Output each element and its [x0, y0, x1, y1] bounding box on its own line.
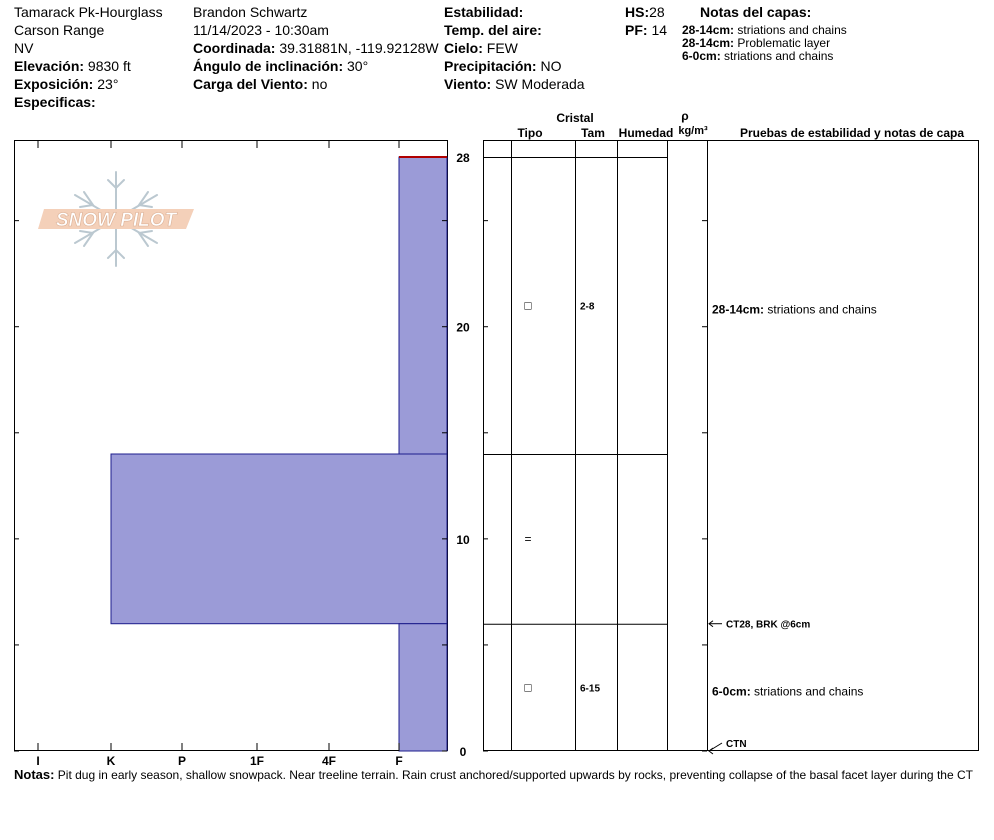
slope-label: Ángulo de inclinación: — [193, 58, 344, 74]
y-tick-label: 20 — [456, 320, 470, 335]
coord-value: 39.31881N, -119.92128W — [279, 40, 439, 56]
grain-type-symbol: □ — [524, 298, 532, 313]
stability-test-label: CTN — [726, 739, 747, 750]
coord-label: Coordinada: — [193, 40, 276, 56]
stability-label: Estabilidad: — [444, 4, 524, 20]
sky-value: FEW — [486, 40, 518, 56]
notes — [14, 767, 990, 785]
precip-value: NO — [540, 58, 562, 74]
observer: Brandon Schwartz — [193, 4, 308, 20]
range-name: Carson Range — [14, 22, 105, 38]
slope-value: 30° — [347, 58, 369, 74]
site-name: Tamarack Pk-Hourglass — [14, 4, 163, 20]
notes-text: Pit dug in early season, shallow snowpack. Near treeline terrain. Rain crust anchored/supported upwards by rocks, preventing collapse of the basal facet layer during the CT — [57, 768, 973, 782]
hardness-bar — [399, 157, 447, 454]
layer-notes-title: Notas del capas: — [700, 4, 812, 20]
wind-load-label: Carga del Viento: — [193, 76, 308, 92]
y-tick-label: 28 — [456, 151, 470, 165]
col-tests: Pruebas de estabilidad y notas de capa — [739, 126, 965, 140]
y-tick-label: 10 — [456, 532, 470, 547]
wind-load-value: no — [311, 76, 328, 92]
logo-text: SNOW PILOT — [55, 210, 177, 231]
hardness-bar — [111, 454, 447, 624]
hardness-bar — [399, 624, 447, 751]
layer-note: 28-14cm: Problematic layer — [682, 36, 831, 50]
state-name: NV — [14, 40, 34, 56]
hs-label: HS: — [625, 4, 650, 20]
layer-note-text: 28-14cm: striations and chains — [712, 302, 877, 317]
grain-size: 6-15 — [580, 683, 601, 695]
col-moisture: Humedad — [618, 126, 674, 140]
snowpilot-logo — [38, 172, 194, 266]
x-tick-label: P — [177, 754, 187, 768]
x-tick-label: 4F — [321, 754, 337, 768]
x-tick-label: F — [395, 754, 403, 768]
layer-note: 6-0cm: striations and chains — [682, 49, 834, 63]
aspect-label: Exposición: — [14, 76, 94, 92]
grain-size: 2-8 — [580, 301, 595, 313]
x-tick-label: K — [106, 754, 116, 768]
hs-value: 28 — [649, 4, 665, 20]
stability-test-label: CT28, BRK @6cm — [726, 619, 811, 631]
datetime: 11/14/2023 - 10:30am — [193, 22, 329, 38]
notes-label: Notas: — [14, 767, 55, 782]
pf-value: 14 — [651, 22, 668, 38]
aspect-value: 23° — [97, 76, 119, 92]
elevation-value: 9830 ft — [87, 58, 131, 74]
sky-label: Cielo: — [444, 40, 483, 56]
air-temp-label: Temp. del aire: — [444, 22, 542, 38]
hardness-chart-frame — [15, 141, 448, 751]
elevation-label: Elevación: — [14, 58, 85, 74]
col-size: Tam — [581, 126, 605, 140]
col-crystal: Cristal — [556, 111, 594, 125]
col-type: Tipo — [517, 126, 543, 140]
grain-type-symbol: = — [524, 531, 532, 546]
layer-note-text: 6-0cm: striations and chains — [712, 684, 864, 699]
precip-label: Precipitación: — [444, 58, 537, 74]
x-tick-label: I — [36, 754, 40, 768]
col-density: kg/m³ — [678, 125, 708, 137]
layer-note: 28-14cm: striations and chains — [682, 23, 847, 37]
crystal-table — [484, 140, 979, 751]
wind-label: Viento: — [444, 76, 492, 92]
y-tick-label: 0 — [459, 745, 467, 759]
x-tick-label: 1F — [249, 754, 265, 768]
pf-label: PF: — [625, 22, 648, 38]
wind-value: SW Moderada — [495, 76, 585, 92]
table-frame — [484, 141, 979, 751]
specifics-label: Especificas: — [14, 94, 96, 110]
grain-type-symbol: □ — [524, 680, 532, 695]
col-rho: ρ — [681, 109, 689, 123]
